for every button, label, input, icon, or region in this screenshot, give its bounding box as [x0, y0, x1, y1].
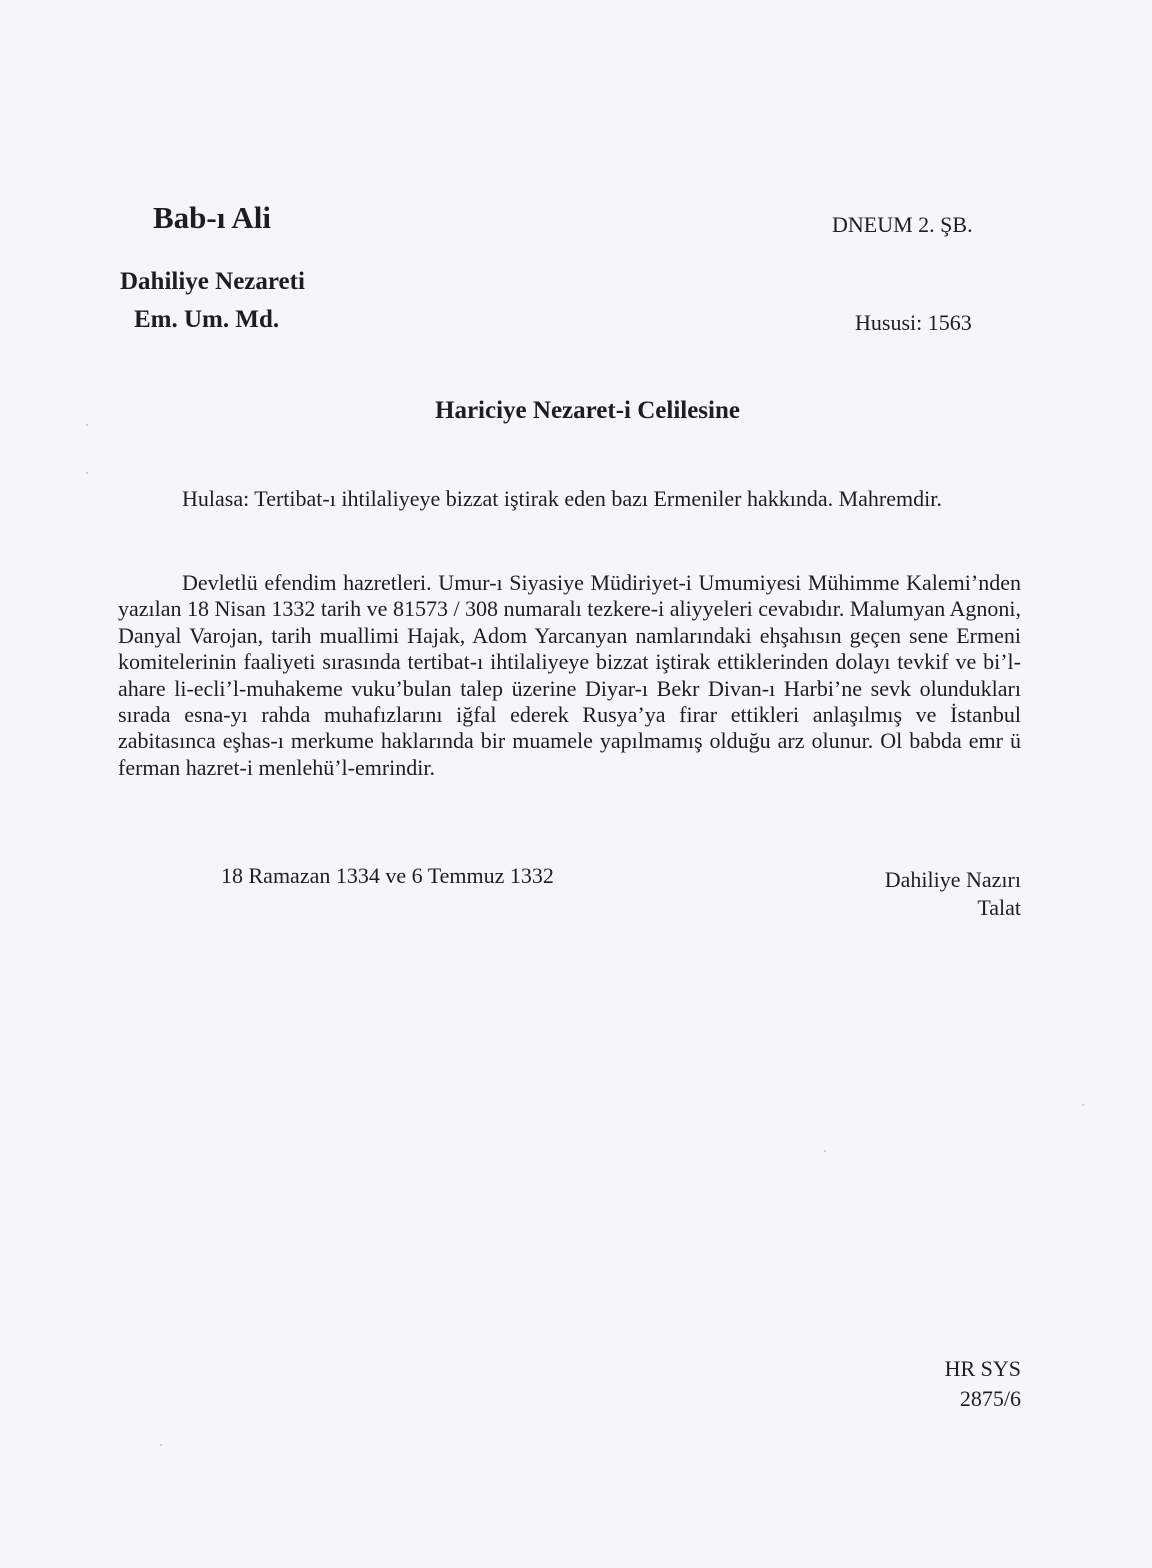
archive-reference — [945, 1354, 1021, 1414]
signatory-title: Dahiliye Nazırı — [884, 867, 1021, 892]
archive-number: 2875/6 — [959, 1386, 1021, 1411]
document-date: 18 Ramazan 1334 ve 6 Temmuz 1332 — [221, 863, 554, 888]
paper-speck — [160, 1444, 162, 1446]
paper-speck — [1082, 1104, 1084, 1106]
paper-speck — [824, 1150, 826, 1152]
paper-speck — [86, 424, 88, 426]
file-code: DNEUM 2. ŞB. — [832, 212, 973, 237]
summary-paragraph — [118, 486, 1021, 512]
summary-text: Hulasa: Tertibat-ı ihtilaliyeye bizzat iştirak eden bazı Ermeniler hakkında. Mahremdir. — [182, 486, 942, 511]
signature-block — [885, 866, 1021, 922]
paper-speck — [86, 472, 88, 474]
sender-ministry: Dahiliye Nezareti — [120, 268, 305, 295]
sender-department: Em. Um. Md. — [134, 306, 280, 333]
body-text: Devletlü efendim hazretleri. Umur-ı Siyasiye Müdiriyet-i Umumiyesi Mühimme Kalemi’nden yazılan 18 Nisan 1332 tarih ve 81573 / 308 numaralı tezkere-i aliyyeleri cevabıdır. Malumyan Agnoni, Danyal Varojan, tarih muallimi Hajak, Adom Yarcanyan namlarındaki ehşahısın geçen sene Ermeni komitelerinin faaliyeti sırasında tertibat-ı ihtilaliyeye bizzat iştirak ettiklerinden dolayı tevkif ve bi’l-ahare li-ecli’l-muhakeme vuku’bulan talep üzerine Diyar-ı Bekr Divan-ı Harbi’ne sevk olundukları sırada esna-yı rahda muhafızlarını iğfal ederek Rusya’ya firar ettikleri anlaşılmış ve İstanbul zabitasınca eşhas-ı merkume haklarında bir muamele yapılmamış olduğu arz olunur. Ol babda emr ü ferman hazret-i menlehü’l-emrindir. — [118, 570, 1021, 780]
signatory-name: Talat — [977, 895, 1021, 920]
private-number: Hususi: 1563 — [855, 310, 972, 335]
body-paragraph — [118, 570, 1021, 781]
sender-office: Bab-ı Ali — [153, 200, 272, 235]
archive-collection: HR SYS — [944, 1356, 1021, 1381]
addressee-title: Hariciye Nezaret-i Celilesine — [435, 397, 740, 424]
